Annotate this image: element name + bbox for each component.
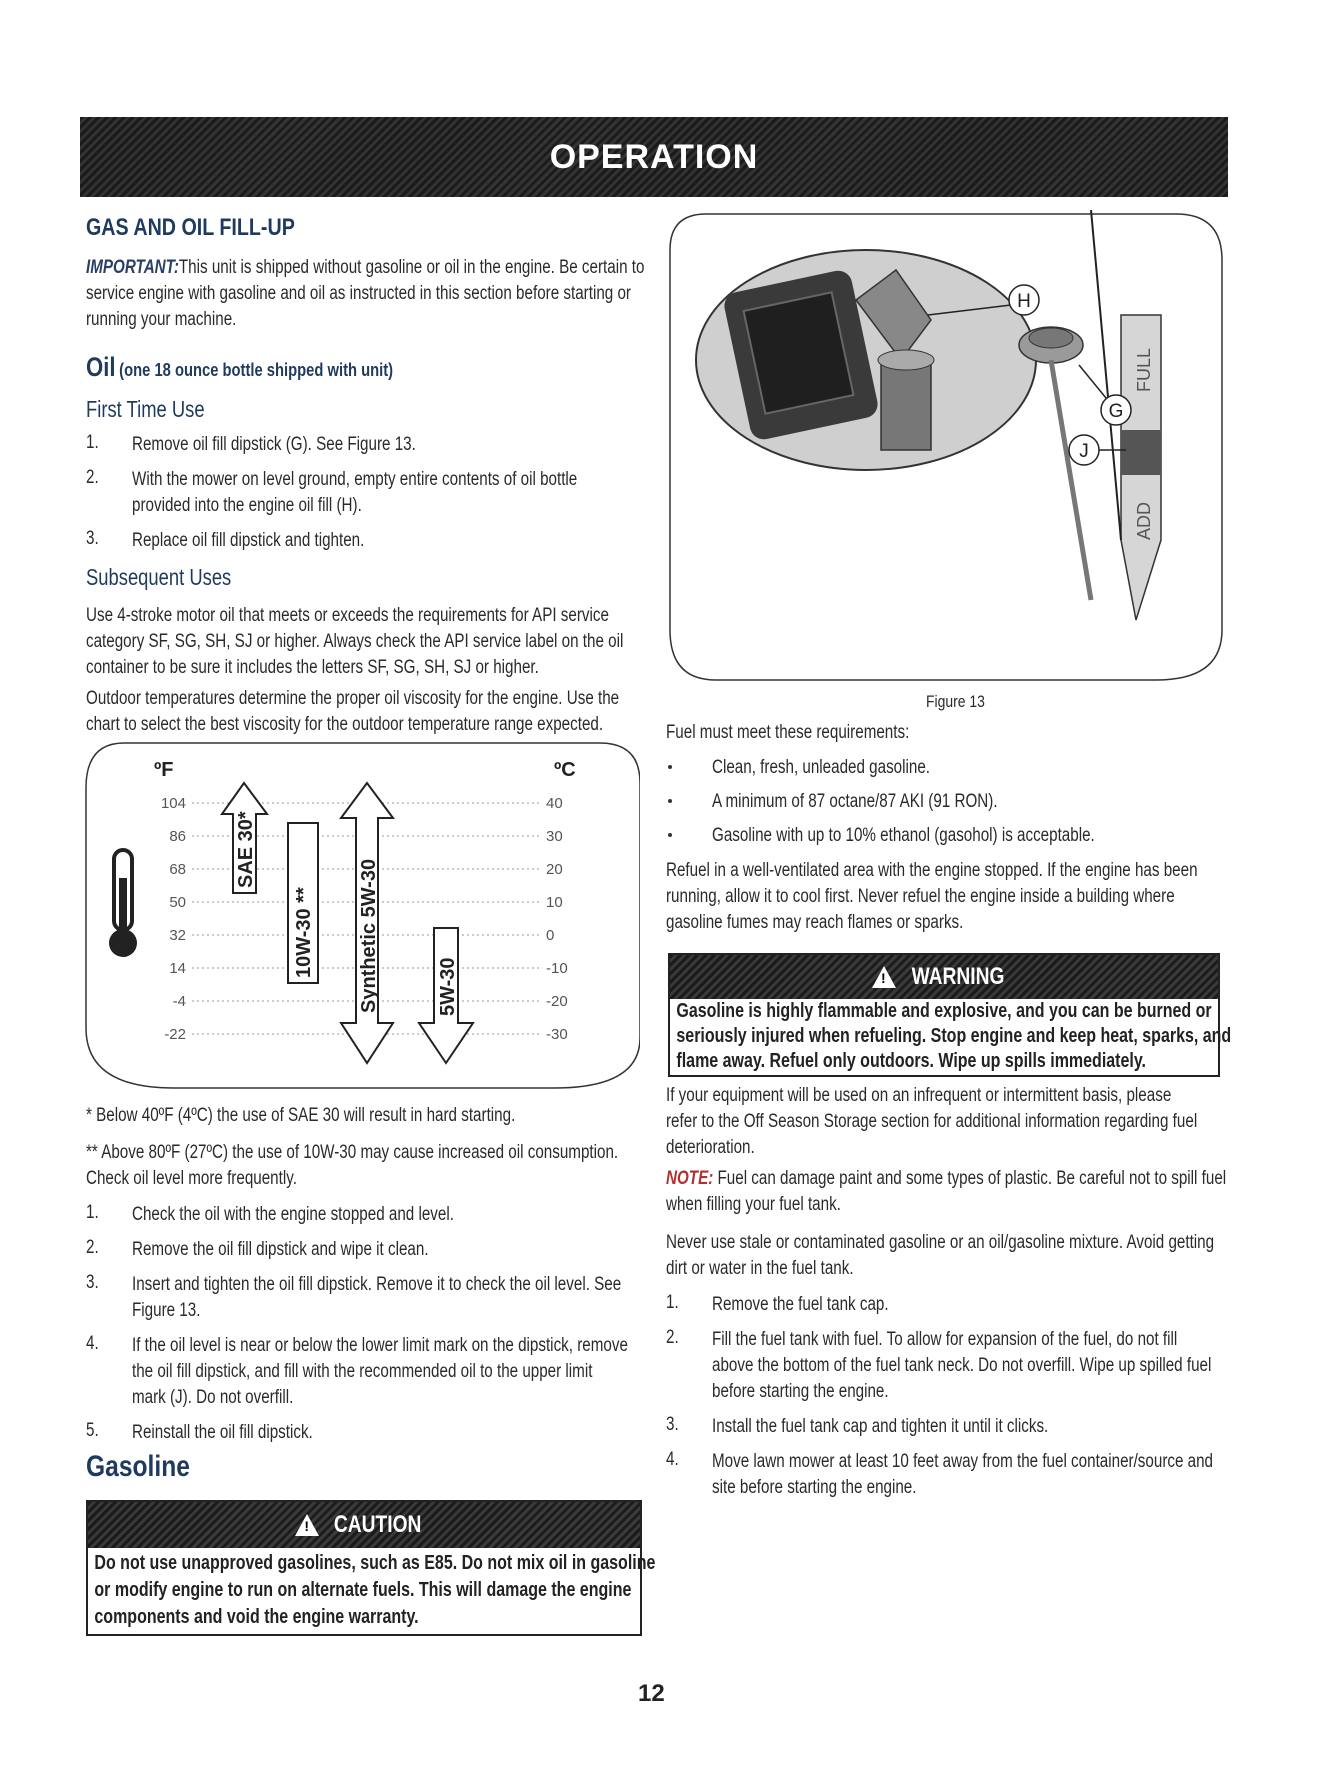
step-number: 2. bbox=[86, 467, 99, 488]
footnote-sae30: * Below 40ºF (4ºC) the use of SAE 30 will result in hard starting. bbox=[86, 1105, 516, 1126]
gasoline-heading: Gasoline bbox=[86, 1450, 190, 1483]
caution-header: ! CAUTION bbox=[88, 1502, 640, 1548]
thermometer-icon bbox=[109, 850, 137, 957]
step-text: Insert and tighten the oil fill dipstick. Remove it to check the oil level. See Figure 13. bbox=[132, 1274, 622, 1321]
important-paragraph: IMPORTANT:This unit is shipped without gasoline or oil in the engine. Be certain to service engine with gasoline and oil as instructed in this section before starting or running your machine. bbox=[86, 257, 645, 330]
bullet-text: Clean, fresh, unleaded gasoline. bbox=[712, 757, 931, 778]
dipstick-full-label: FULL bbox=[1134, 347, 1154, 392]
subsequent-paragraph-1: Use 4-stroke motor oil that meets or exceeds the requirements for API service category SF, SG, SH, SJ or higher. Always check the API service label on the oil container to be sure it includes the letters SF, SG, SH, SJ or higher. bbox=[86, 605, 624, 678]
fahrenheit-tick: -22 bbox=[164, 1026, 186, 1043]
bullet-icon bbox=[668, 799, 672, 803]
sae30-label: SAE 30* bbox=[235, 811, 257, 888]
warning-triangle-icon bbox=[872, 966, 896, 988]
oil-heading: Oil (one 18 ounce bottle shipped with unit) bbox=[86, 352, 394, 382]
step-text: Reinstall the oil fill dipstick. bbox=[132, 1422, 313, 1443]
warning-triangle-icon bbox=[295, 1514, 319, 1536]
fahrenheit-tick: 14 bbox=[169, 960, 186, 977]
bullet-icon bbox=[668, 833, 672, 837]
fahrenheit-tick: 32 bbox=[169, 927, 186, 944]
synthetic-5w30-range-arrow bbox=[341, 783, 393, 1063]
step-number: 3. bbox=[666, 1414, 679, 1435]
stale-fuel-paragraph: Never use stale or contaminated gasoline or an oil/gasoline mixture. Avoid getting dirt or water in the fuel tank. bbox=[666, 1232, 1215, 1279]
step-number: 2. bbox=[666, 1327, 679, 1348]
step-number: 1. bbox=[666, 1292, 679, 1313]
step-number: 4. bbox=[86, 1333, 99, 1354]
figure-caption: Figure 13 bbox=[926, 692, 985, 711]
5w30-label: 5W-30 bbox=[437, 957, 459, 1016]
section-title: GAS AND OIL FILL-UP bbox=[86, 214, 295, 241]
step-text: Replace oil fill dipstick and tighten. bbox=[132, 530, 365, 551]
sae30-range-arrow bbox=[222, 783, 267, 893]
step-text: Install the fuel tank cap and tighten it until it clicks. bbox=[712, 1416, 1049, 1437]
step-text: Remove the oil fill dipstick and wipe it clean. bbox=[132, 1239, 429, 1260]
first-time-use-heading: First Time Use bbox=[86, 396, 205, 422]
infrequent-use-paragraph: If your equipment will be used on an infrequent or intermittent basis, please refer to the Off Season Storage section for additional information regarding fuel deterioration. bbox=[666, 1085, 1198, 1158]
page-number: 12 bbox=[638, 1680, 665, 1707]
fahrenheit-tick: 104 bbox=[160, 795, 186, 812]
unit-celsius: ºC bbox=[554, 759, 576, 781]
unit-fahrenheit: ºF bbox=[154, 759, 174, 781]
celsius-tick: -20 bbox=[546, 993, 568, 1010]
figure-13-illustration bbox=[666, 210, 1226, 690]
fahrenheit-tick: 68 bbox=[169, 861, 186, 878]
step-text: Remove the fuel tank cap. bbox=[712, 1294, 889, 1315]
refuel-paragraph: Refuel in a well-ventilated area with the engine stopped. If the engine has been running, allow it to cool first. Never refuel the engine inside a building where gasoline fumes may reach flames or sparks. bbox=[666, 860, 1198, 933]
step-text: Remove oil fill dipstick (G). See Figure 13. bbox=[132, 434, 416, 455]
callout-j bbox=[1069, 435, 1126, 465]
fahrenheit-tick: 86 bbox=[169, 828, 186, 845]
5w30-range-arrow bbox=[419, 928, 473, 1063]
oil-viscosity-chart bbox=[84, 738, 640, 1093]
warning-box bbox=[668, 953, 1232, 1077]
bullet-icon bbox=[668, 765, 672, 769]
note-label: NOTE: bbox=[666, 1168, 714, 1189]
svg-text:H: H bbox=[1017, 291, 1031, 312]
10w30-range-box bbox=[288, 823, 318, 983]
step-number: 4. bbox=[666, 1449, 679, 1470]
step-text: With the mower on level ground, empty entire contents of oil bottle provided into the engine oil fill (H). bbox=[132, 469, 578, 516]
celsius-tick: 20 bbox=[546, 861, 563, 878]
warning-header: ! WARNING bbox=[670, 955, 1218, 999]
note-paragraph: NOTE: Fuel can damage paint and some types of plastic. Be careful not to spill fuel when filling your fuel tank. bbox=[666, 1168, 1227, 1215]
celsius-tick: 10 bbox=[546, 894, 563, 911]
subsequent-paragraph-2: Outdoor temperatures determine the proper oil viscosity for the engine. Use the chart to select the best viscosity for the outdoor temperature range expected. bbox=[86, 688, 620, 735]
svg-text:G: G bbox=[1108, 401, 1124, 422]
step-number: 1. bbox=[86, 432, 99, 453]
bullet-text: Gasoline with up to 10% ethanol (gasohol) is acceptable. bbox=[712, 825, 1095, 846]
step-text: Check the oil with the engine stopped and level. bbox=[132, 1204, 454, 1225]
fuel-intro: Fuel must meet these requirements: bbox=[666, 722, 910, 743]
10w30-label: 10W-30 ** bbox=[293, 887, 315, 978]
celsius-tick: 0 bbox=[546, 927, 555, 944]
synthetic-5w30-label: Synthetic 5W-30 bbox=[358, 858, 380, 1013]
banner-title: OPERATION bbox=[549, 137, 759, 176]
fahrenheit-tick: 50 bbox=[169, 894, 186, 911]
section-banner bbox=[80, 117, 1228, 197]
warning-text: Gasoline is highly flammable and explosive, and you can be burned or seriously injured when refueling. Stop engine and keep heat, sparks, and flame away. Refuel only outdoors. Wipe up spills immediately. bbox=[676, 1000, 1232, 1072]
step-number: 5. bbox=[86, 1420, 99, 1441]
step-number: 2. bbox=[86, 1237, 99, 1258]
celsius-tick: 30 bbox=[546, 828, 563, 845]
fahrenheit-tick: -4 bbox=[172, 993, 186, 1010]
step-number: 3. bbox=[86, 528, 99, 549]
caution-box bbox=[86, 1500, 656, 1636]
step-text: Fill the fuel tank with fuel. To allow for expansion of the fuel, do not fill above the bottom of the fuel tank neck. Do not overfill. Wipe up spilled fuel before starting the engine. bbox=[712, 1329, 1212, 1402]
step-text: If the oil level is near or below the lower limit mark on the dipstick, remove the oil fill dipstick, and fill with the recommended oil to the upper limit mark (J). Do not overfill. bbox=[132, 1335, 628, 1408]
caution-text: Do not use unapproved gasolines, such as E85. Do not mix oil in gasoline or modify engine to run on alternate fuels. This will damage the engine components and void the engine warranty. bbox=[94, 1552, 656, 1628]
step-number: 3. bbox=[86, 1272, 99, 1293]
dipstick-add-label: ADD bbox=[1134, 501, 1154, 540]
celsius-tick: 40 bbox=[546, 795, 563, 812]
svg-text:J: J bbox=[1079, 441, 1089, 462]
bullet-text: A minimum of 87 octane/87 AKI (91 RON). bbox=[712, 791, 998, 812]
step-text: Move lawn mower at least 10 feet away from the fuel container/source and site before starting the engine. bbox=[712, 1451, 1214, 1498]
oil-fill-scene bbox=[696, 250, 1036, 470]
important-label: IMPORTANT: bbox=[86, 257, 179, 278]
subsequent-uses-heading: Subsequent Uses bbox=[86, 564, 232, 590]
footnote-10w30: ** Above 80ºF (27ºC) the use of 10W-30 may cause increased oil consumption. Check oil level more frequently. bbox=[86, 1142, 619, 1189]
step-number: 1. bbox=[86, 1202, 99, 1223]
celsius-tick: -10 bbox=[546, 960, 568, 977]
celsius-tick: -30 bbox=[546, 1026, 568, 1043]
